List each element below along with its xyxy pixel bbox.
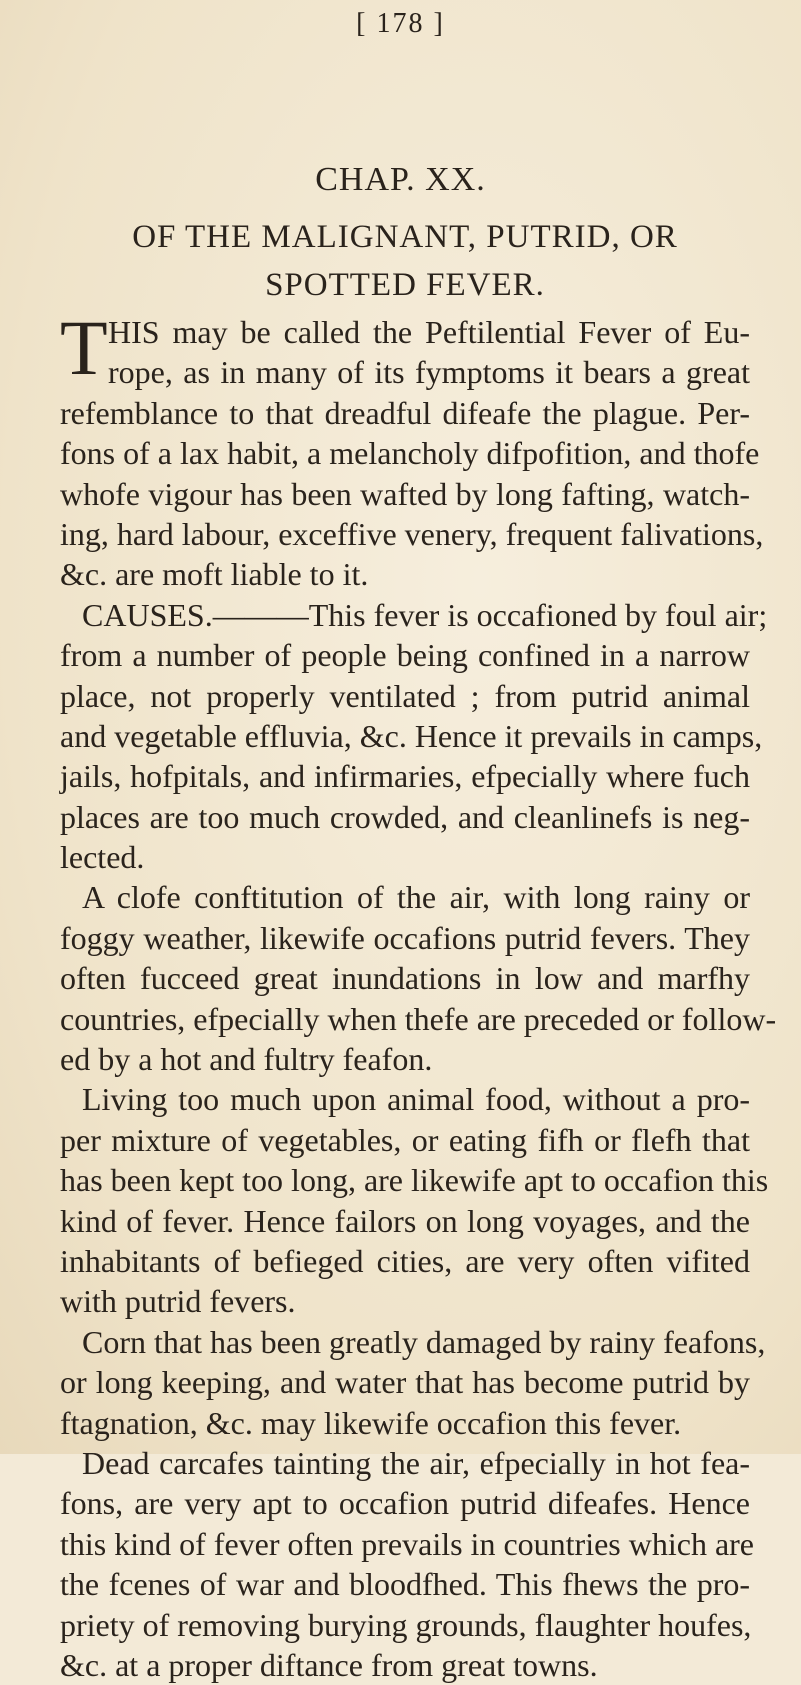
paragraph-1-line-2: rope, as in many of its fymptoms it bears a great [108,354,750,391]
paragraph-2-line-4: and vegetable effluvia, &c. Hence it prevails in camps, [60,717,763,754]
paragraph-1-line-3: refemblance to that dreadful difeafe the plague. Per- [60,394,750,431]
paragraph-5-line-1: Corn that has been greatly damaged by rainy feafons, [82,1323,766,1360]
page-number: [ 178 ] [356,8,445,39]
paragraph-3-line-2: foggy weather, likewife occafions putrid fevers. They [60,919,750,956]
paragraph-1-line-4: fons of a lax habit, a melancholy difpofition, and thofe [60,435,760,472]
paragraph-1 [60,304,764,595]
paragraph-6-line-4: the fcenes of war and bloodfhed. This fhews the pro- [60,1566,750,1603]
paragraph-6-line-3: this kind of fever often prevails in countries which are [60,1525,754,1562]
paragraph-3 [60,877,777,1079]
chapter-heading: CHAP. XX. [315,161,486,198]
paragraph-1-line-6: ing, hard labour, exceffive venery, frequent falivations, [60,515,764,552]
paragraph-2-line-1: CAUSES.———This fever is occafioned by foul air; [82,596,768,633]
paragraph-2 [60,595,768,878]
paragraph-1-line-1-text: HIS may be called the Peftilential Fever of Eu- [108,314,750,350]
paragraph-2-line-6: places are too much crowded, and cleanlinefs is neg- [60,798,750,835]
chapter-title [60,213,750,309]
paragraph-4-line-4: kind of fever. Hence failors on long voyages, and the [60,1202,750,1239]
paragraph-5-line-3: ftagnation, &c. may likewife occafion this fever. [60,1404,682,1441]
paragraph-3-line-4: countries, efpecially when thefe are preceded or follow- [60,1000,777,1037]
chapter-body [60,304,777,1685]
paragraph-4-line-5: inhabitants of befieged cities, are very often vifited [60,1242,750,1279]
paragraph-3-line-5: ed by a hot and fultry feafon. [60,1041,433,1078]
paragraph-6-line-5: priety of removing burying grounds, flaughter houfes, [60,1606,752,1643]
paragraph-5-line-2: or long keeping, and water that has become putrid by [60,1364,750,1401]
paragraph-4-line-6: with putrid fevers. [60,1283,296,1320]
paragraph-4-line-2: per mixture of vegetables, or eating fifh or flefh that [60,1121,750,1158]
drop-cap: T [60,304,108,391]
paragraph-2-line-7: lected. [60,839,145,876]
paragraph-4-line-3: has been kept too long, are likewife apt to occafion this [60,1162,769,1199]
paragraph-6-line-6: &c. at a proper diftance from great towns. [60,1646,598,1683]
paragraph-2-line-3: place, not properly ventilated ; from putrid animal [60,677,750,714]
paragraph-2-line-5: jails, hofpitals, and infirmaries, efpecially where fuch [60,758,750,795]
paragraph-3-line-3: often fucceed great inundations in low and marfhy [60,960,750,997]
paragraph-1-line-7: &c. are moft liable to it. [60,556,369,593]
paragraph-6-line-2: fons, are very apt to occafion putrid difeafes. Hence [60,1485,750,1522]
chapter-title-line-2: SPOTTED FEVER. [265,267,545,303]
paragraph-6-line-1: Dead carcafes tainting the air, efpecially in hot fea- [82,1444,750,1481]
paragraph-2-line-2: from a number of people being confined in a narrow [60,637,750,674]
paragraph-6 [60,1443,754,1685]
paragraph-5 [60,1322,766,1443]
paragraph-3-line-1: A clofe conftitution of the air, with long rainy or [82,879,750,916]
paragraph-1-line-5: whofe vigour has been wafted by long fafting, watch- [60,475,750,512]
chapter-title-line-1: OF THE MALIGNANT, PUTRID, OR [132,219,678,255]
paragraph-4-line-1: Living too much upon animal food, without a pro- [82,1081,750,1118]
paragraph-4 [60,1079,769,1321]
